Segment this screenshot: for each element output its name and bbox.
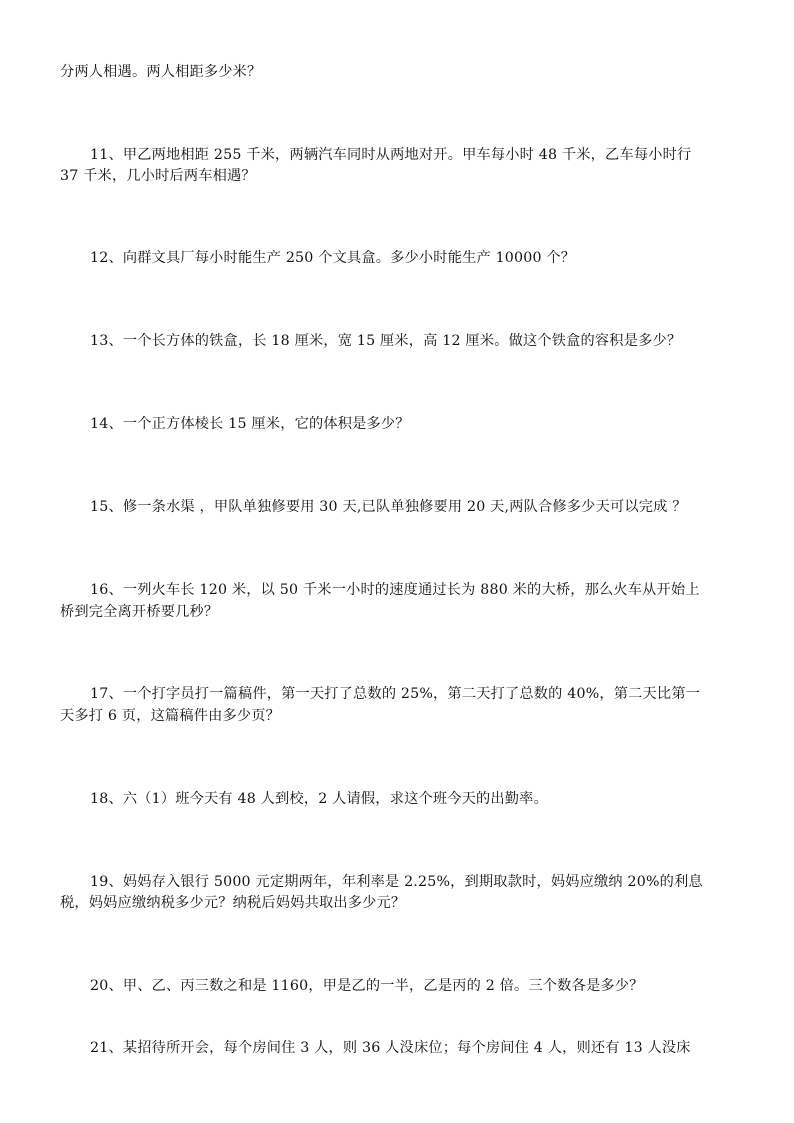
problem-17-line-2: 天多打 6 页，这篇稿件由多少页？ [60, 708, 281, 724]
problem-21-line-1: 21、某招待所开会，每个房间住 3 人，则 36 人没床位；每个房间住 4 人，则还有 13 人没床 [90, 1040, 691, 1056]
previous-problem-continuation: 分两人相遇。两人相距多少米？ [60, 64, 262, 80]
problem-20-line-1: 20、甲、乙、丙三数之和是 1160，甲是乙的一半，乙是丙的 2 倍。三个数各是多少？ [90, 978, 644, 994]
problem-12-line-1: 12、向群文具厂每小时能生产 250 个文具盒。多少小时能生产 10000 个？ [90, 250, 576, 266]
problem-19-line-1: 19、妈妈存入银行 5000 元定期两年，年利率是 2.25%，到期取款时，妈妈应缴纳 20%的利息 [90, 874, 703, 890]
problem-16-line-2: 桥到完全离开桥要几秒？ [60, 604, 219, 620]
problem-14-line-1: 14、一个正方体棱长 15 厘米，它的体积是多少？ [90, 416, 410, 432]
problem-19-line-2: 税，妈妈应缴纳税多少元？纳税后妈妈共取出多少元？ [60, 895, 406, 911]
problem-11-line-2: 37 千米，几小时后两车相遇？ [60, 168, 256, 184]
problem-15-line-1: 15、修一条水渠 ，甲队单独修要用 30 天,已队单独修要用 20 天,两队合修多少天可以完成 ？ [90, 499, 687, 515]
problem-18-line-1: 18、六（1）班今天有 48 人到校，2 人请假，求这个班今天的出勤率。 [90, 791, 548, 807]
problem-17-line-1: 17、一个打字员打一篇稿件，第一天打了总数的 25%，第二天打了总数的 40%，第二天比第一 [90, 686, 701, 702]
problem-16-line-1: 16、一列火车长 120 米，以 50 千米一小时的速度通过长为 880 米的大桥，那么火车从开始上 [90, 582, 700, 598]
problem-13-line-1: 13、一个长方体的铁盒，长 18 厘米，宽 15 厘米，高 12 厘米。做这个铁盒的容积是多少？ [90, 333, 682, 349]
problem-11-line-1: 11、甲乙两地相距 255 千米，两辆汽车同时从两地对开。甲车每小时 48 千米，乙车每小时行 [90, 147, 692, 163]
